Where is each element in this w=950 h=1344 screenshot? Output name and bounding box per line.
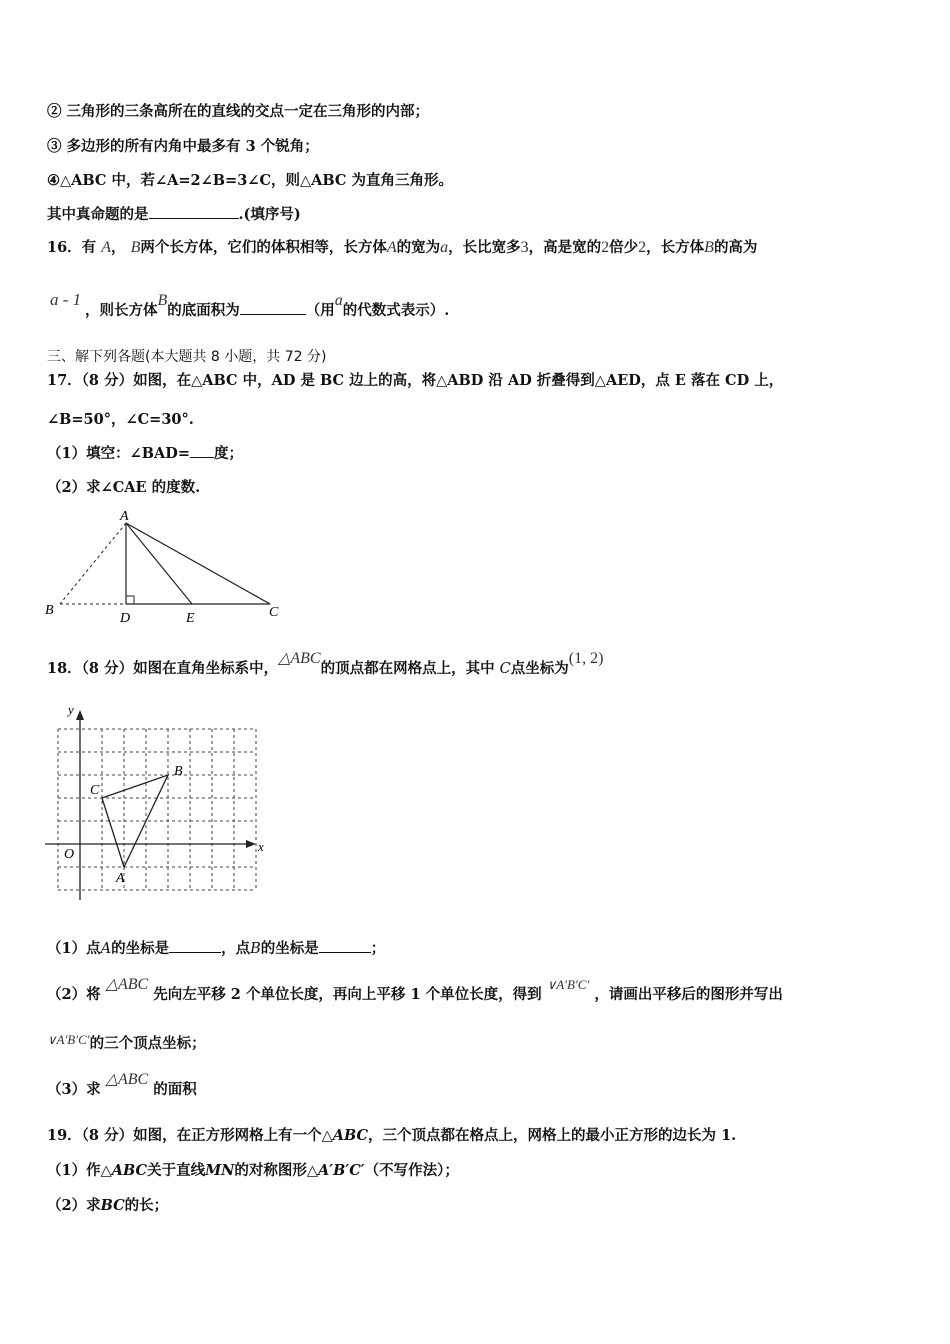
q15-statement-4: ④△ABC 中，若∠A=2∠B=3∠C，则△ABC 为直角三角形。 <box>47 172 453 189</box>
q18-stem <box>47 650 604 679</box>
math-coordinate: (1, 2) <box>568 650 604 667</box>
q18-part2-cont <box>47 1034 206 1054</box>
q19-stem <box>47 1126 736 1146</box>
q18-text: 的三个顶点坐标； <box>89 1035 206 1052</box>
section-heading: 三、解下列各题(本大题共 8 小题，共 72 分) <box>47 349 327 365</box>
q16-text: 的宽为 <box>396 239 441 256</box>
right-angle-mark <box>126 596 134 604</box>
q18-text: （1）点 <box>47 940 101 957</box>
math-triangle: △ABC <box>105 976 149 993</box>
label-x: x <box>258 839 264 854</box>
q17-given: ∠B=50°，∠C=30°. <box>47 411 194 428</box>
q16-text: ，则长方体 <box>85 302 158 319</box>
label-E: E <box>186 611 195 626</box>
q18-text: （2）将 <box>47 986 101 1003</box>
math-var: A <box>386 239 397 256</box>
answer-blank <box>149 204 239 219</box>
segment-AC <box>126 523 270 604</box>
math-var: A <box>100 941 112 957</box>
q16-text: ，长比宽多 <box>448 239 521 256</box>
q15-question <box>47 204 301 225</box>
math-var: A <box>101 239 112 256</box>
q15-statement-3: ③ 多边形的所有内角中最多有 3 个锐角； <box>47 138 319 155</box>
label-A: A <box>120 509 129 524</box>
math-prime-triangle: ∨A′B′C′ <box>47 1032 90 1047</box>
q16-line-2 <box>85 292 450 321</box>
math-var: B <box>704 239 714 256</box>
answer-blank <box>319 938 371 953</box>
label-y: y <box>68 702 74 717</box>
q18-part3 <box>47 1071 197 1100</box>
math-var: B <box>157 292 168 309</box>
q15-question-pre: 其中真命题的是 <box>47 206 149 223</box>
q19-text: （2）求 <box>47 1197 101 1214</box>
q17-figure <box>40 505 290 630</box>
q19-part2 <box>47 1196 168 1216</box>
q19-text: ，三个顶点都在格点上，网格上的最小正方形的边长为 1. <box>368 1127 737 1144</box>
q17-part1-post: 度； <box>213 445 243 462</box>
q19-text: 关于直线 <box>147 1162 206 1179</box>
q18-text: 的坐标是 <box>111 940 170 957</box>
q16-text: 的代数式表示）. <box>342 302 450 319</box>
q16-text: ，长方体 <box>646 239 705 256</box>
answer-blank <box>190 443 214 458</box>
segment-AB <box>60 523 126 604</box>
q16-text: 倍少 <box>609 239 639 256</box>
answer-blank <box>240 300 306 315</box>
q19-text: 19．（8 分）如图，在正方形网格上有一个△ <box>47 1127 333 1144</box>
label-B: B <box>174 764 183 779</box>
math-prime-triangle: ∨A′B′C′ <box>546 977 590 992</box>
label-C: C <box>90 783 100 798</box>
q18-text: 先向左平移 2 个单位长度，再向上平移 1 个单位长度，得到 <box>153 986 542 1003</box>
math-var: ABC <box>111 1162 148 1179</box>
q18-part2 <box>47 976 783 1005</box>
label-B: B <box>45 603 54 618</box>
math-num: 2 <box>601 239 610 256</box>
q16-text: ，高是宽的 <box>528 239 602 256</box>
q18-text: 的面积 <box>153 1081 197 1098</box>
q19-part1 <box>47 1161 459 1181</box>
q16-line-1 <box>47 238 757 258</box>
math-var: a <box>334 292 343 309</box>
q17-stem: 17．（8 分）如图，在△ABC 中，AD 是 BC 边上的高，将△ABD 沿 AD 折叠得到△AED，点 E 落在 CD 上， <box>47 372 784 389</box>
math-expr: a - 1 <box>50 290 82 309</box>
y-axis-arrow <box>76 710 84 720</box>
math-var: B <box>130 239 141 256</box>
label-A: A <box>116 871 125 886</box>
grid-lines <box>58 729 256 890</box>
q17-part1 <box>47 443 243 464</box>
segment-AE <box>126 523 192 604</box>
q18-coordinate-grid <box>40 700 280 905</box>
answer-blank <box>169 938 221 953</box>
q18-text: ； <box>370 940 386 957</box>
q17-part2: （2）求∠CAE 的度数. <box>47 479 201 496</box>
math-num: 2 <box>638 239 647 256</box>
q15-statement-2: ② 三角形的三条高所在的直线的交点一定在三角形的内部； <box>47 103 430 120</box>
math-var: a <box>440 239 449 256</box>
q16-text: 16．有 <box>47 239 97 256</box>
math-triangle: △ABC <box>278 650 321 667</box>
q18-text: 的顶点都在网格点上，其中 <box>320 660 495 677</box>
q19-text: （1）作△ <box>47 1162 112 1179</box>
math-num: 3 <box>520 239 529 256</box>
label-C: C <box>269 605 279 620</box>
label-D: D <box>120 611 131 626</box>
math-triangle: △ABC <box>105 1071 149 1088</box>
q16-text: 两个长方体，它们的体积相等，长方体 <box>140 239 387 256</box>
q18-part1 <box>47 938 385 959</box>
q19-text: 的长； <box>124 1197 169 1214</box>
q18-text: ，点 <box>221 940 251 957</box>
q16-text: ， <box>111 239 126 256</box>
q19-text: （不写作法）； <box>364 1162 459 1179</box>
q18-text: ，请画出平移后的图形并写出 <box>594 986 783 1003</box>
q19-text: 的对称图形△ <box>234 1162 319 1179</box>
math-var: BC <box>100 1197 125 1214</box>
q15-question-post: .(填序号) <box>238 206 301 223</box>
q18-text: 18．（8 分）如图在直角坐标系中， <box>47 660 279 677</box>
math-var: B <box>250 941 261 957</box>
math-var: ABC <box>332 1127 369 1144</box>
q18-text: （3）求 <box>47 1081 101 1098</box>
math-var: C <box>499 661 511 677</box>
q18-text: 的坐标是 <box>260 940 319 957</box>
math-var: MN <box>205 1162 235 1179</box>
q16-text: 的底面积为 <box>167 302 240 319</box>
q16-expr <box>50 290 81 311</box>
label-O: O <box>64 847 75 862</box>
q16-text: 的高为 <box>713 239 758 256</box>
math-var: A′B′C′ <box>318 1162 365 1179</box>
q18-text: 点坐标为 <box>510 660 569 677</box>
triangle-ABC <box>102 775 168 867</box>
x-axis-arrow <box>246 840 256 848</box>
q16-text: （用 <box>305 302 335 319</box>
q17-part1-pre: （1）填空：∠BAD= <box>47 445 190 462</box>
